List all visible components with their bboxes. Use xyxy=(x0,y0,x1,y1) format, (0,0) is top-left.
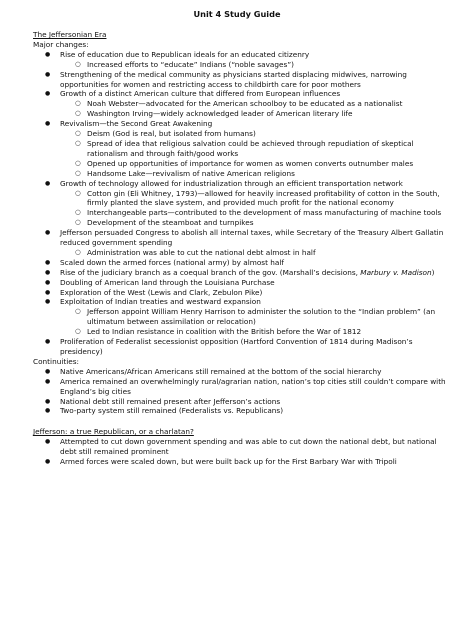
list-item: ● Armed forces were scaled down, but were built back up for the First Barbary War with Tripoli xyxy=(33,457,453,467)
sub-list-item: ○ Interchangeable parts—contributed to the development of mass manufacturing of machine tools xyxy=(63,208,453,218)
case-name: Marbury v. Madison xyxy=(360,267,432,277)
section-heading-jefferson-republican: Jefferson: a true Republican, or a charlatan? xyxy=(33,427,194,437)
list-item: ● Exploration of the West (Lewis and Clark, Zebulon Pike) xyxy=(33,288,453,298)
document-title: Unit 4 Study Guide xyxy=(193,9,281,19)
sub-list-item: ○ Cotton gin (Eli Whitney, 1793)—allowed for heavily increased profitability of cotton in the South, firmly planted the slave system, and provided much profit for the national economy xyxy=(63,189,453,209)
list-item: ● Scaled down the armed forces (national army) by almost half xyxy=(33,258,453,268)
major-changes-label: Major changes: xyxy=(33,39,89,49)
list-item: ● Growth of technology allowed for industrialization through an efficient transportation network ○ Cotton gin (Eli Whitney, 1793)—allowed for heavily increased profitability of cotton in the South, firmly planted the slave system, and provided much profit for the national economy ○ Interchangeable parts—contributed to the development of mass manufacturing of machine tools ○ Development of the steamboat and turnpikes xyxy=(33,179,453,229)
list-item: ● Two-party system still remained (Federalists vs. Republicans) xyxy=(33,406,453,416)
sub-list-item: ○ Noah Webster—advocated for the American schoolboy to be educated as a nationalist xyxy=(63,99,453,109)
sub-list-item: ○ Led to Indian resistance in coalition with the British before the War of 1812 xyxy=(63,327,453,337)
list-item: ● Doubling of American land through the Louisiana Purchase xyxy=(33,278,453,288)
list-item: ● Rise of the judiciary branch as a coequal branch of the gov. (Marshall’s decisions, Marbury v. Madison) xyxy=(33,268,453,278)
list-item: ● Revivalism—the Second Great Awakening ○ Deism (God is real, but isolated from humans) ○ Spread of idea that religious salvation could be achieved through repudiation of skeptical rationalism and through faith/good works ○ Opened up opportunities of importance for women as women converts outnumber males ○ Handsome Lake—revivalism of native American religions xyxy=(33,119,453,178)
sub-list-item: ○ Deism (God is real, but isolated from humans) xyxy=(63,129,453,139)
sub-list-item: ○ Washington Irving—widely acknowledged leader of American literary life xyxy=(63,109,453,119)
list-item: ● Growth of a distinct American culture that differed from European influences ○ Noah Webster—advocated for the American schoolboy to be educated as a nationalist ○ Washington Irving—widely acknowledged leader of American literary life xyxy=(33,89,453,119)
list-item: ● Exploitation of Indian treaties and westward expansion ○ Jefferson appoint William Henry Harrison to administer the solution to the “Indian problem” (an ultimatum between assimilation or relocation) ○ Led to Indian resistance in coalition with the British before the War of 1812 xyxy=(33,297,453,337)
sub-list-item: ○ Jefferson appoint William Henry Harrison to administer the solution to the “Indian problem” (an ultimatum between assimilation or relocation) xyxy=(63,307,453,327)
list-item: ● National debt still remained present after Jefferson’s actions xyxy=(33,397,453,407)
document-body xyxy=(33,30,453,467)
sub-list-item: ○ Opened up opportunities of importance for women as women converts outnumber males xyxy=(63,159,453,169)
sub-list-item: ○ Administration was able to cut the national debt almost in half xyxy=(63,248,453,258)
list-item: ● Strengthening of the medical community as physicians started displacing midwives, narrowing opportunities for women and restricting access to childbirth care for poor mothers xyxy=(33,70,453,90)
major-changes-list xyxy=(33,50,453,357)
list-item: ● Rise of education due to Republican ideals for an educated citizenry ○ Increased efforts to “educate” Indians (“noble savages”) xyxy=(33,50,453,70)
sub-list-item: ○ Development of the steamboat and turnpikes xyxy=(63,218,453,228)
list-item: ● Attempted to cut down government spending and was able to cut down the national debt, but national debt still remained prominent xyxy=(33,437,453,457)
list-item: ● Native Americans/African Americans still remained at the bottom of the social hierarchy xyxy=(33,367,453,377)
list-item: ● America remained an overwhelmingly rural/agrarian nation, nation’s top cities still couldn’t compare with England’s big cities xyxy=(33,377,453,397)
sub-list-item: ○ Handsome Lake—revivalism of native American religions xyxy=(63,169,453,179)
list-item: ● Proliferation of Federalist secessionist opposition (Hartford Convention of 1814 during Madison’s presidency) xyxy=(33,337,453,357)
sub-list-item: ○ Spread of idea that religious salvation could be achieved through repudiation of skeptical rationalism and through faith/good works xyxy=(63,139,453,159)
continuities-list xyxy=(33,367,453,417)
continuities-label: Continuities: xyxy=(33,356,79,366)
list-item: ● Jefferson persuaded Congress to abolish all internal taxes, while Secretary of the Treasury Albert Gallatin reduced government spending ○ Administration was able to cut the national debt almost in half xyxy=(33,228,453,258)
jefferson-evaluation-list xyxy=(33,437,453,467)
section-heading-jeffersonian-era: The Jeffersonian Era xyxy=(33,30,107,39)
sub-list-item: ○ Increased efforts to “educate” Indians (“noble savages”) xyxy=(63,60,453,70)
